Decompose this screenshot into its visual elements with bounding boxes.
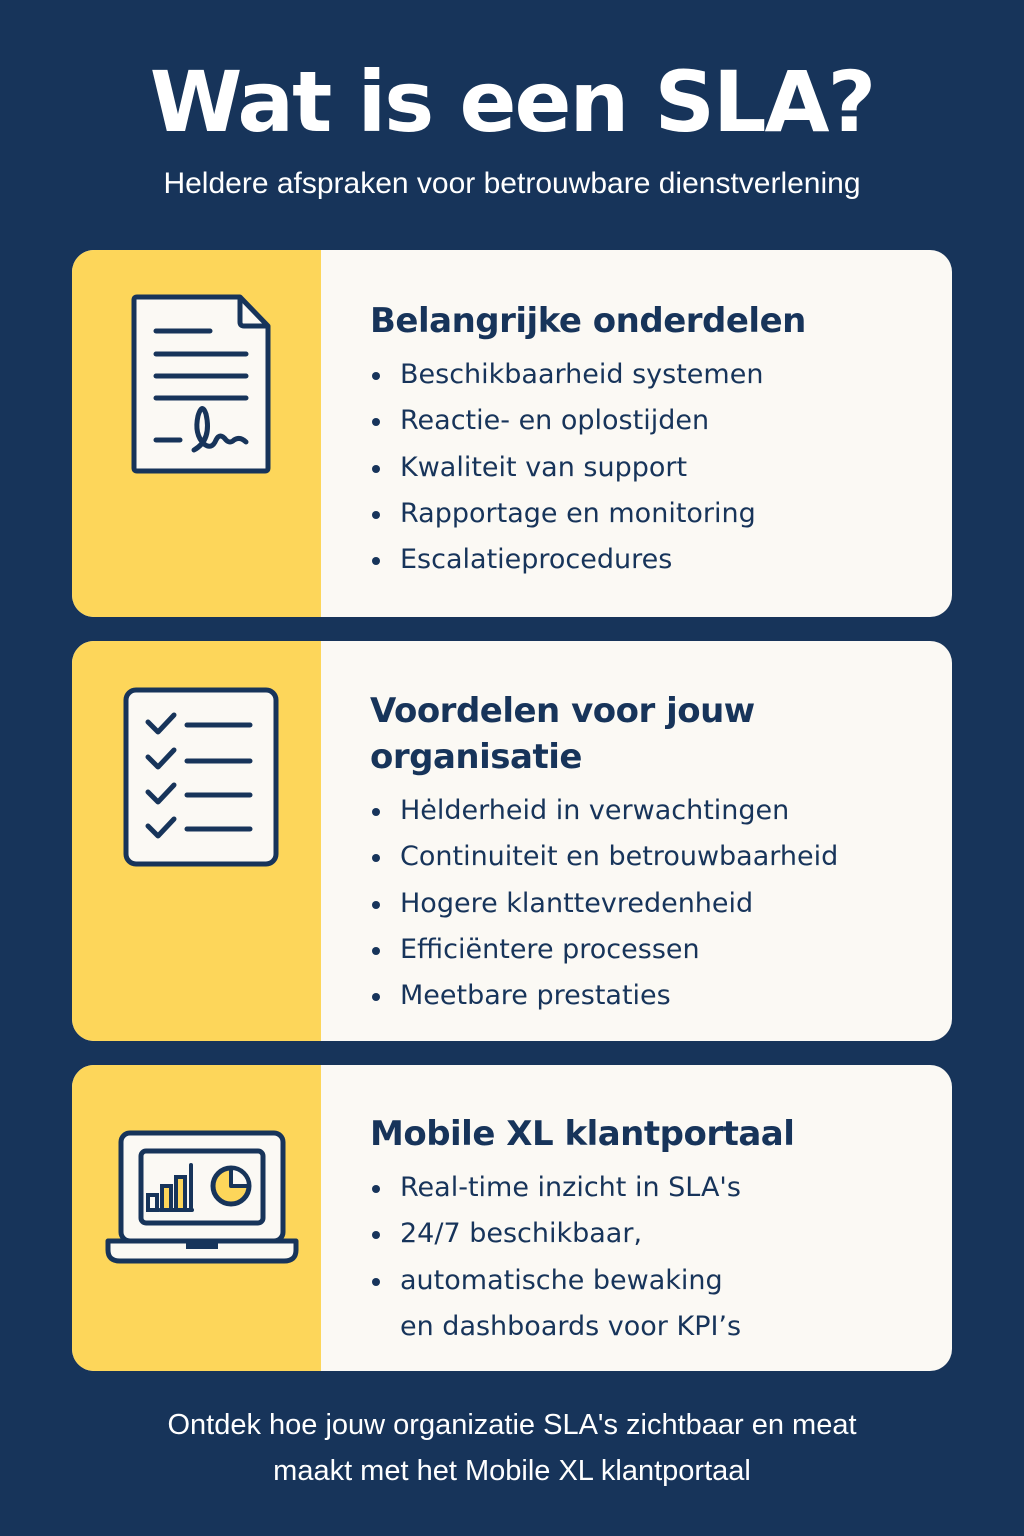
- footer-line-2: maakt met het Mobile XL klantportaal: [273, 1455, 751, 1487]
- list-item: 24/7 beschikbaar,: [370, 1211, 932, 1257]
- card-content: [370, 688, 932, 1019]
- page-subtitle: Heldere afspraken voor betrouwbare dienstverlening: [163, 167, 861, 200]
- bullet-icon: [372, 947, 380, 955]
- list-item: Continuiteit en betrouwbaarheid: [370, 834, 932, 880]
- page-title: Wat is een SLA?: [149, 53, 875, 151]
- card-list: [370, 788, 932, 1019]
- list-item-continuation: en dashboards voor KPI’s: [400, 1310, 742, 1342]
- card-benefits: [72, 641, 952, 1041]
- list-item: Rapportage en monitoring: [370, 491, 932, 537]
- card-key-components: [72, 250, 952, 617]
- laptop-dashboard-icon: [104, 1128, 300, 1270]
- list-item: Beschikbaarheid systemen: [370, 352, 932, 398]
- bullet-icon: [372, 901, 380, 909]
- list-item: Kwaliteit van support: [370, 445, 932, 491]
- bullet-icon: [372, 1278, 380, 1286]
- bullet-icon: [372, 372, 380, 380]
- card-content: [370, 1111, 932, 1350]
- card-title: Belangrijke onderdelen: [370, 301, 806, 341]
- signed-document-icon: [130, 294, 272, 478]
- bullet-icon: [372, 808, 380, 816]
- card-title: Voordelen voor jouw organisatie: [370, 691, 755, 777]
- card-content: [370, 298, 932, 583]
- bullet-icon: [372, 465, 380, 473]
- checklist-icon: [122, 687, 280, 871]
- card-list: [370, 1165, 932, 1350]
- bullet-icon: [372, 854, 380, 862]
- list-item: Escalatieprocedures: [370, 537, 932, 583]
- bullet-icon: [372, 418, 380, 426]
- bullet-icon: [372, 993, 380, 1001]
- list-item: automatische bewaking: [370, 1258, 932, 1304]
- list-item: Meetbare prestaties: [370, 973, 932, 1019]
- bullet-icon: [372, 557, 380, 565]
- footer-line-1: Ontdek hoe jouw organizatie SLA's zichtbaar en meat: [167, 1409, 857, 1441]
- list-item: Hėlderheid in verwachtingen: [370, 788, 932, 834]
- bullet-icon: [372, 1185, 380, 1193]
- card-customer-portal: [72, 1065, 952, 1371]
- list-item: Real-time inzicht in SLA's: [370, 1165, 932, 1211]
- bullet-icon: [372, 511, 380, 519]
- list-item: Efficiëntere processen: [370, 927, 932, 973]
- list-item: Reactie- en oplostijden: [370, 398, 932, 444]
- bullet-icon: [372, 1231, 380, 1239]
- footer-call-to-action: [0, 1402, 1024, 1494]
- card-title: Mobile XL klantportaal: [370, 1114, 795, 1154]
- list-item: Hogere klanttevredenheid: [370, 881, 932, 927]
- card-list: [370, 352, 932, 583]
